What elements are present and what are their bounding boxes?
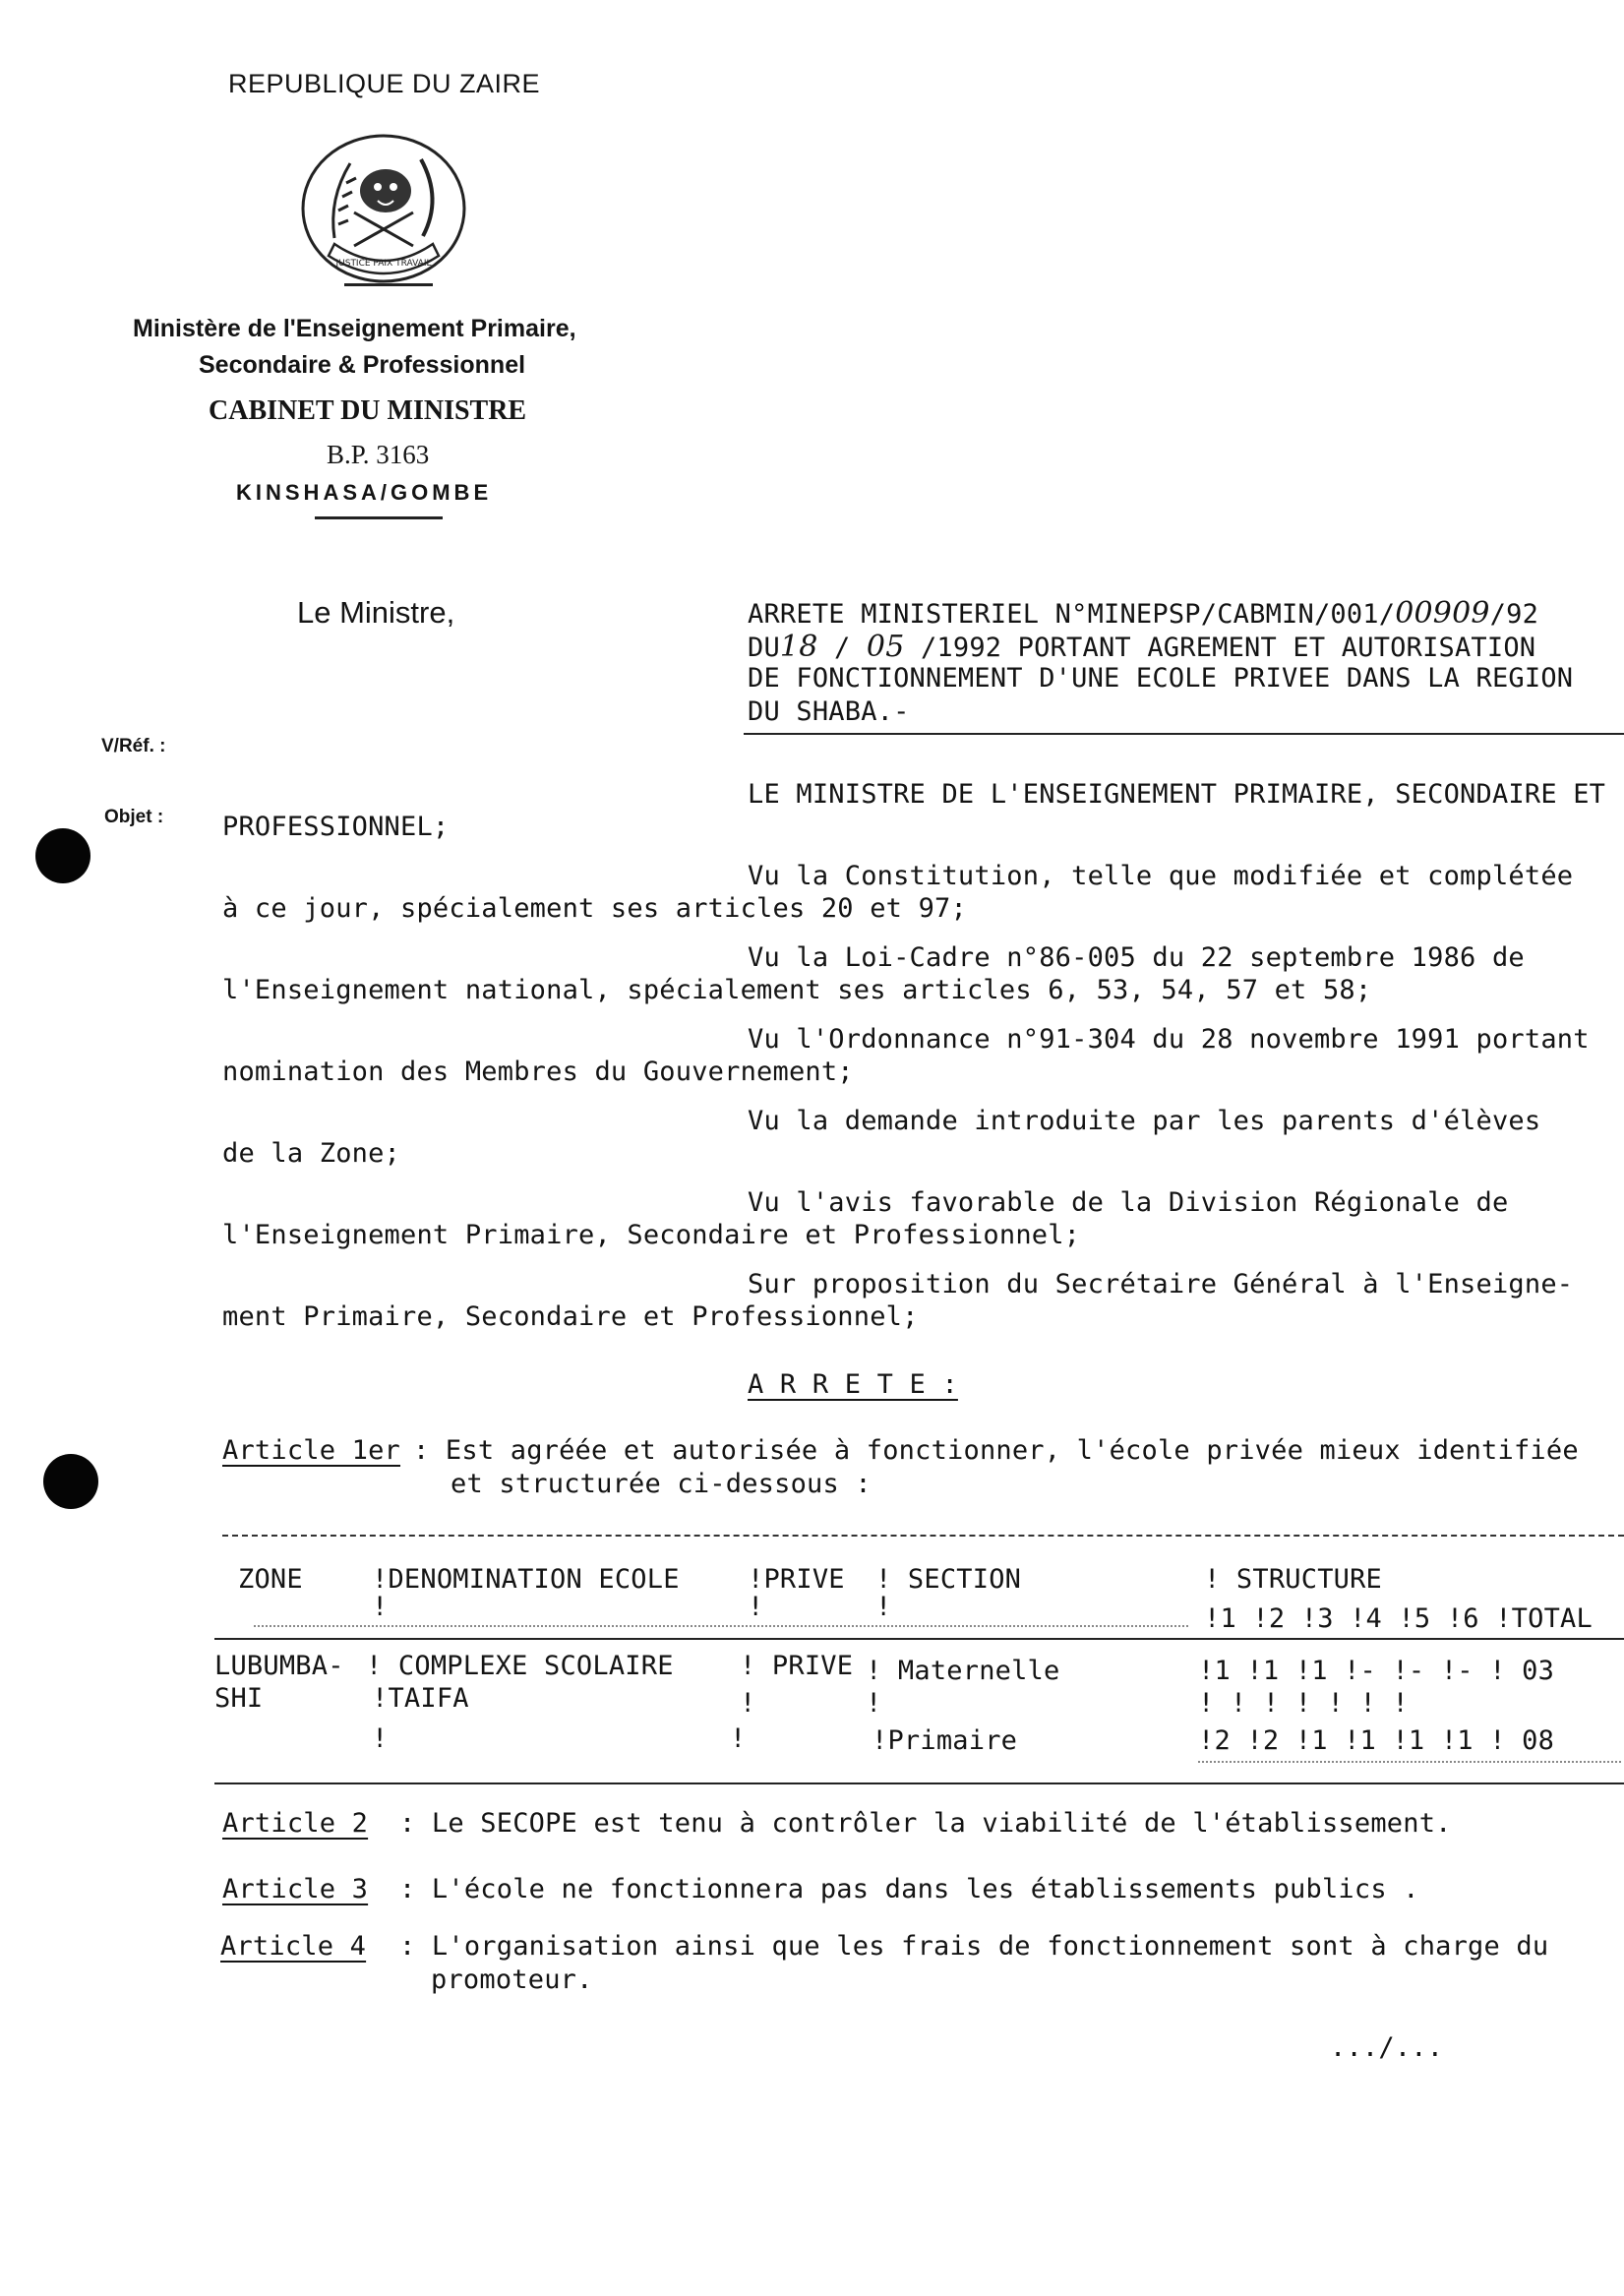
th-bang-3: !: [875, 1592, 892, 1622]
article-4-text-a: : L'organisation ainsi que les frais de fonctionnement sont à charge du: [399, 1931, 1549, 1962]
preamble-4b: nomination des Membres du Gouvernement;: [222, 1057, 854, 1087]
decree-line-2: [748, 630, 1535, 664]
preamble-6b: l'Enseignement Primaire, Secondaire et Professionnel;: [222, 1220, 1081, 1250]
article-2-text: : Le SECOPE est tenu à contrôler la viabilité de l'établissement.: [399, 1808, 1452, 1839]
preamble-5a: Vu la demande introduite par les parents d'élèves: [748, 1106, 1541, 1136]
th-section: ! SECTION: [875, 1564, 1022, 1595]
row-denom-a: ! COMPLEXE SCOLAIRE: [366, 1651, 674, 1681]
row-bang-prive: !: [740, 1688, 756, 1719]
preamble-4a: Vu l'Ordonnance n°91-304 du 28 novembre 1991 portant: [748, 1024, 1590, 1055]
row-zone-a: LUBUMBA-: [214, 1651, 344, 1681]
decree-date-sep: /: [833, 633, 851, 663]
decree-line-4: DU SHABA.-: [748, 696, 910, 727]
preamble-3b: l'Enseignement national, spécialement ses articles 6, 53, 54, 57 et 58;: [222, 975, 1372, 1005]
decree-du: DU: [748, 633, 780, 663]
article-3-text: : L'école ne fonctionnera pas dans les établissements publics .: [399, 1874, 1419, 1904]
arrete-heading: A R R E T E :: [748, 1369, 958, 1400]
th-structure: ! STRUCTURE: [1204, 1564, 1383, 1595]
seal-motto: JUSTICE PAIX TRAVAIL: [335, 259, 432, 269]
coat-of-arms-seal: [295, 130, 472, 287]
row-bang-prive-2: !: [730, 1723, 747, 1754]
signatory: Le Ministre,: [297, 595, 455, 630]
structure-maternelle: !1 !1 !1 !- !- !- ! 03: [1198, 1656, 1555, 1686]
article-4-label: Article 4: [220, 1931, 367, 1962]
preamble-1b: PROFESSIONNEL;: [222, 812, 450, 842]
po-box: B.P. 3163: [327, 440, 430, 469]
ministry-line-1: Ministère de l'Enseignement Primaire,: [133, 315, 576, 342]
preamble-2a: Vu la Constitution, telle que modifiée et complétée: [748, 861, 1574, 891]
continued-marker: .../...: [1330, 2032, 1444, 2063]
row-prive: ! PRIVE: [740, 1651, 854, 1681]
preamble-7b: ment Primaire, Secondaire et Professionnel;: [222, 1301, 919, 1332]
row-zone-b: SHI: [214, 1683, 264, 1714]
decree-line-1: [748, 596, 1538, 631]
decree-year: /92: [1489, 599, 1539, 630]
preamble-6a: Vu l'avis favorable de la Division Régionale de: [748, 1187, 1509, 1218]
structure-spacer: ! ! ! ! ! ! !: [1198, 1688, 1409, 1719]
decree-line-2-text: /1992 PORTANT AGREMENT ET AUTORISATION: [920, 633, 1536, 663]
preamble-7a: Sur proposition du Secrétaire Général à l'Enseigne-: [748, 1269, 1574, 1299]
article-4-text-b: promoteur.: [431, 1964, 593, 1995]
preamble-2b: à ce jour, spécialement ses articles 20 et 97;: [222, 893, 967, 924]
country-name: REPUBLIQUE DU ZAIRE: [228, 69, 541, 98]
th-zone: ZONE: [238, 1564, 303, 1595]
article-2-label: Article 2: [222, 1808, 369, 1839]
city: KINSHASA/GOMBE: [236, 480, 493, 505]
th-bang-2: !: [748, 1592, 764, 1622]
article-1-text-a: : Est agréée et autorisée à fonctionner, l'école privée mieux identifiée: [413, 1435, 1579, 1466]
decree-day-handwritten: 18: [779, 630, 818, 664]
th-denomination: !DENOMINATION ECOLE: [372, 1564, 680, 1595]
decree-line-3: DE FONCTIONNEMENT D'UNE ECOLE PRIVEE DANS LA REGION: [748, 663, 1574, 694]
punch-hole-bottom: [43, 1454, 98, 1509]
object-label: Objet :: [104, 807, 164, 827]
row-denom-b: !TAIFA: [372, 1683, 469, 1714]
decree-prefix: ARRETE MINISTERIEL N°MINEPSP/CABMIN/001/: [748, 599, 1396, 630]
section-maternelle: ! Maternelle: [866, 1656, 1060, 1686]
decree-number-handwritten: 00909: [1395, 596, 1490, 631]
ref-label: V/Réf. :: [101, 736, 166, 756]
th-bang-1: !: [372, 1592, 389, 1622]
punch-hole-top: [35, 828, 90, 883]
th-prive: !PRIVE: [748, 1564, 845, 1595]
preamble-3a: Vu la Loi-Cadre n°86-005 du 22 septembre 1986 de: [748, 942, 1525, 973]
row-bang-denom-2: !: [372, 1723, 389, 1754]
preamble-5b: de la Zone;: [222, 1138, 401, 1169]
article-1-text-b: et structurée ci-dessous :: [451, 1469, 872, 1499]
preamble-1a: LE MINISTRE DE L'ENSEIGNEMENT PRIMAIRE, SECONDAIRE ET: [748, 779, 1606, 810]
article-1-label: Article 1er: [222, 1435, 401, 1466]
th-structure-cols: !1 !2 !3 !4 !5 !6 !TOTAL: [1204, 1603, 1593, 1634]
article-3-label: Article 3: [222, 1874, 369, 1904]
decree-month-handwritten: 05: [866, 630, 905, 664]
row-bang-section: !: [866, 1688, 882, 1719]
structure-primaire: !2 !2 !1 !1 !1 !1 ! 08: [1198, 1725, 1555, 1756]
section-primaire: !Primaire: [872, 1725, 1018, 1756]
ministry-line-2: Secondaire & Professionnel: [199, 351, 526, 379]
cabinet-title: CABINET DU MINISTRE: [209, 395, 527, 426]
